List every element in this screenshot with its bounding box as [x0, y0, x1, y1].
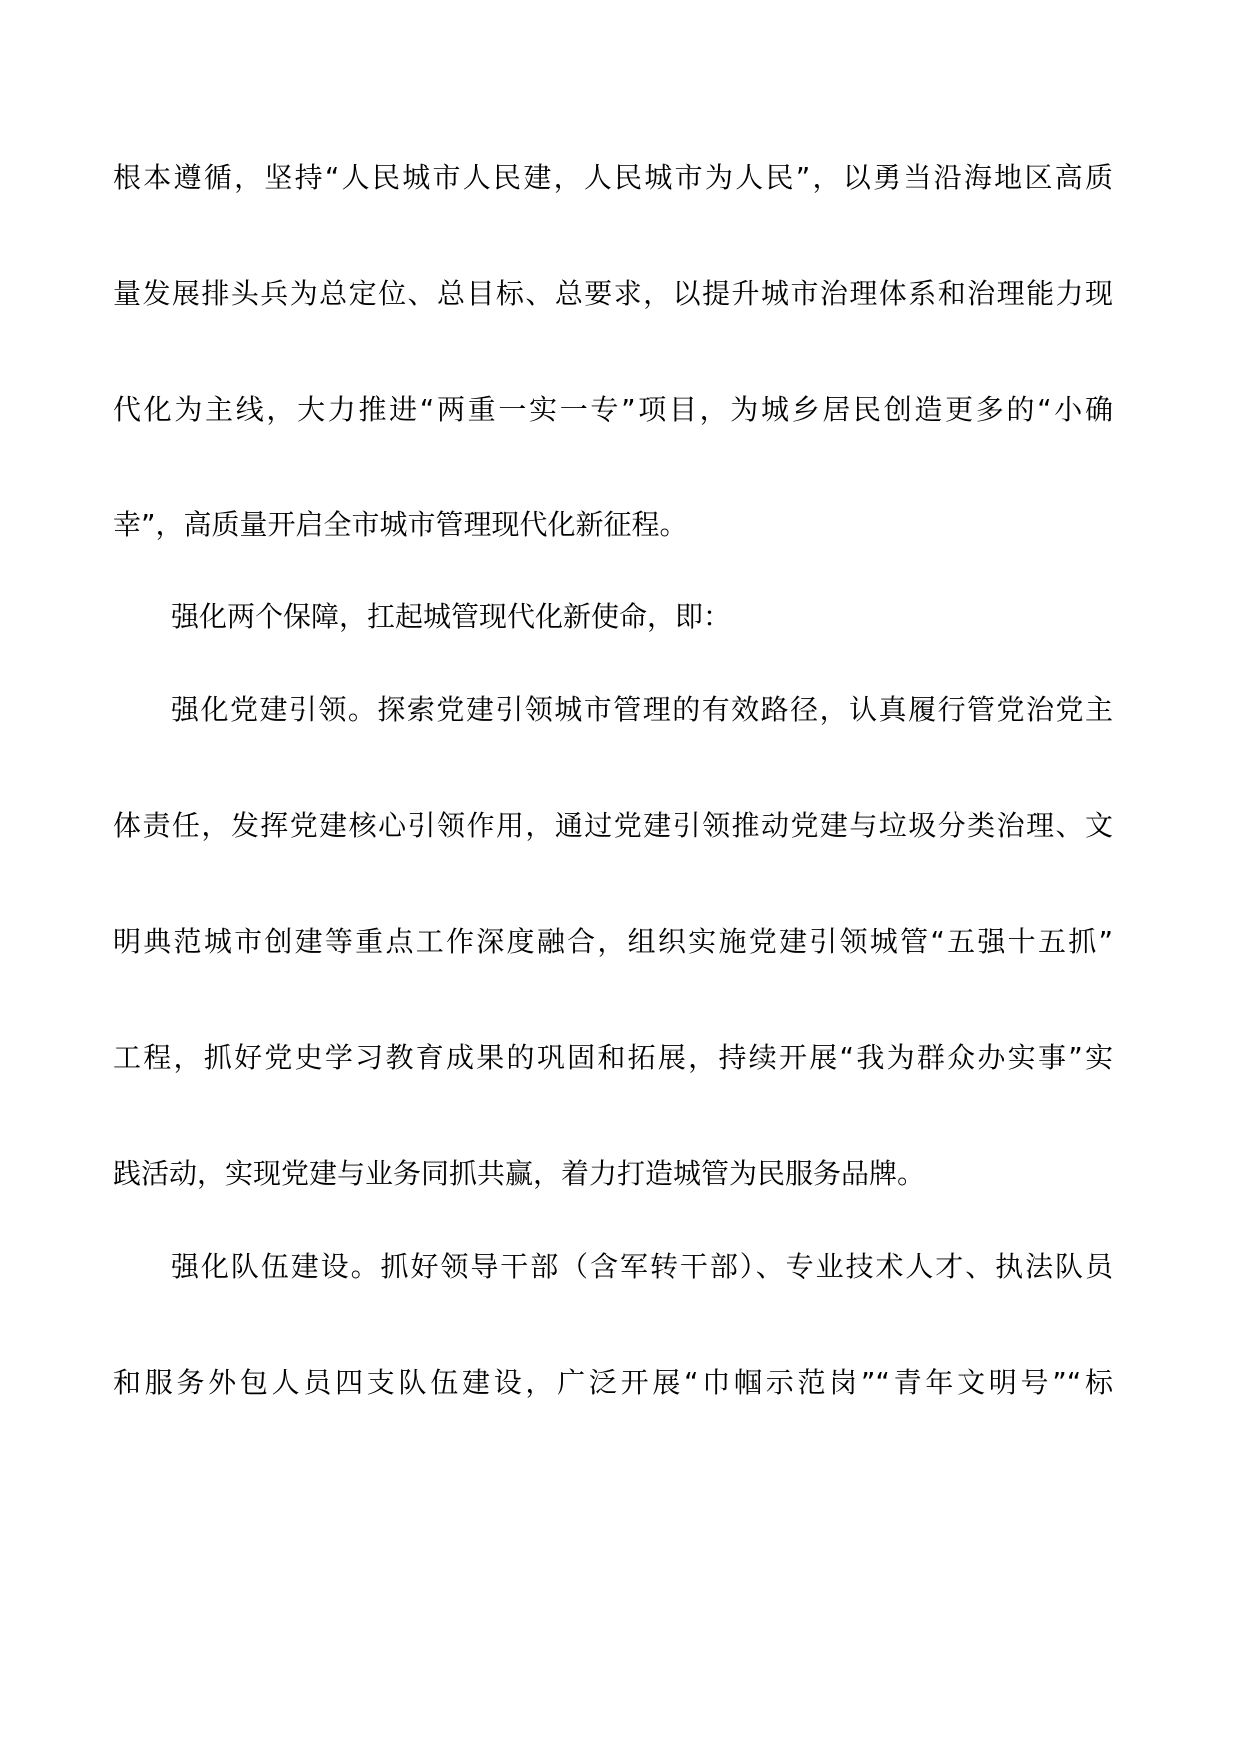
body-text-line: 根本遵循，坚持“人民城市人民建，人民城市为人民”，以勇当沿海地区高质: [113, 161, 1113, 194]
body-text-line: 强化队伍建设。抓好领导干部（含军转干部）、专业技术人才、执法队员: [171, 1250, 1113, 1283]
body-text-line: 代化为主线，大力推进“两重一实一专”项目，为城乡居民创造更多的“小确: [113, 393, 1113, 426]
body-text-line: 工程，抓好党史学习教育成果的巩固和拓展，持续开展“我为群众办实事”实: [113, 1041, 1113, 1074]
body-text-line: 体责任，发挥党建核心引领作用，通过党建引领推动党建与垃圾分类治理、文: [113, 809, 1113, 842]
body-text-line: 明典范城市创建等重点工作深度融合，组织实施党建引领城管“五强十五抓”: [113, 925, 1113, 958]
body-text-line: 和服务外包人员四支队伍建设，广泛开展“巾帼示范岗”“青年文明号”“标: [113, 1366, 1113, 1399]
body-text-line: 践活动，实现党建与业务同抓共赢，着力打造城管为民服务品牌。: [113, 1157, 926, 1190]
section-heading: 强化两个保障，扛起城管现代化新使命，即：: [171, 600, 732, 633]
body-text-line: 量发展排头兵为总定位、总目标、总要求，以提升城市治理体系和治理能力现: [113, 277, 1113, 310]
body-text-line: 幸”，高质量开启全市城市管理现代化新征程。: [113, 508, 688, 541]
body-text-line: 强化党建引领。探索党建引领城市管理的有效路径，认真履行管党治党主: [171, 693, 1113, 726]
